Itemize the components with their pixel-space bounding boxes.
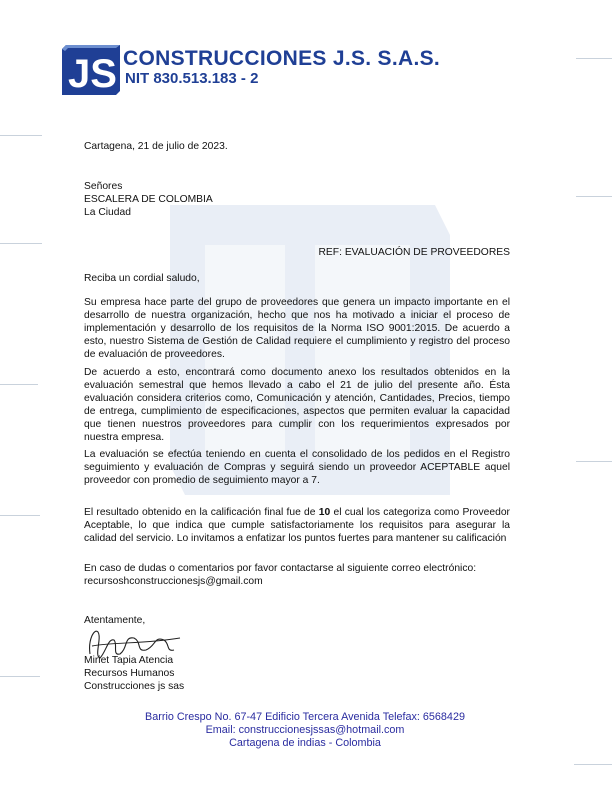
recipient-line: Señores [84,181,123,192]
margin-line [0,676,40,677]
signer-name: Miriet Tapia Atencia [84,655,174,666]
margin-line [0,243,42,244]
greeting: Reciba un cordial saludo, [84,273,200,284]
footer-city: Cartagena de indias - Colombia [229,737,381,749]
signer-role: Recursos Humanos [84,668,175,679]
recipient-block [84,180,510,219]
footer-email: Email: construccionesjssas@hotmail.com [205,724,405,736]
paragraph-3: La evaluación se efectúa teniendo en cuenta el consolidado de los pedidos en el Registro seguimiento y evaluación de Compras y seguirá siendo un proveedor ACEPTABLE aquel proveedor con promedio de seguimiento mayor a 7. [84,449,510,486]
paragraph-4 [84,506,510,545]
final-score: 10 [318,507,331,518]
margin-line [0,135,42,136]
margin-line [576,461,612,462]
contact-line: En caso de dudas o comentarios por favor contactarse al siguiente correo electrónico: [84,563,477,574]
footer-address: Barrio Crespo No. 67-47 Edificio Tercera Avenida Telefax: 6568429 [145,711,465,723]
closing: Atentamente, [84,615,146,626]
signer-block [84,654,510,693]
paragraph-1: Su empresa hace parte del grupo de proveedores que genera un impacto importante en el desarrollo de nuestra organización, hecho que nos ha motivado a iniciar el proceso de implementación y desarrollo de los requisitos de la Norma ISO 9001:2015. De acuerdo a esto, nuestro Sistema de Gestión de Calidad requiere el cumplimiento y registro del proceso de evaluación de proveedores. [84,297,510,360]
recipient-line: ESCALERA DE COLOMBIA [84,194,213,205]
paragraph-4-text: El resultado obtenido en la calificación final fue de [84,507,319,518]
paragraph-2: De acuerdo a esto, encontrará como documento anexo los resultados obtenidos en la evaluación semestral que hemos llevado a cabo el 21 de julio del presente año. Ésta evaluación considera criterios como, Comunicación y atención, Cantidades, Precios, tiempo de entrega, cumplimiento de especificaciones, aspectos que permiten evaluar la capacidad que tienen nuestros proveedores para cumplir con los requerimientos expresados por nuestra empresa. [84,367,510,443]
margin-line [0,384,38,385]
company-logo [62,45,120,95]
company-nit: NIT 830.513.183 - 2 [125,70,259,87]
contact-email: recursoshconstruccionesjs@gmail.com [84,576,263,587]
letter-date: Cartagena, 21 de julio de 2023. [84,141,228,152]
margin-line [0,515,40,516]
margin-line [576,196,612,197]
margin-line [574,764,612,765]
reference-line: REF: EVALUACIÓN DE PROVEEDORES [318,247,510,258]
footer [90,711,520,750]
paragraph-4-text: el cual los categoriza como Proveedor Aceptable, lo que indica que cumple satisfactoriamente los requisitos para asegurar la calidad del servicio. Lo invitamos a enfatizar los puntos fuertes para mantener su calificación [84,507,510,544]
margin-line [576,58,612,59]
contact-block [84,562,510,588]
logo-text: JS [68,52,117,95]
signer-company: Construcciones js sas [84,681,185,692]
recipient-line: La Ciudad [84,207,131,218]
company-name: CONSTRUCCIONES J.S. S.A.S. [123,47,441,70]
